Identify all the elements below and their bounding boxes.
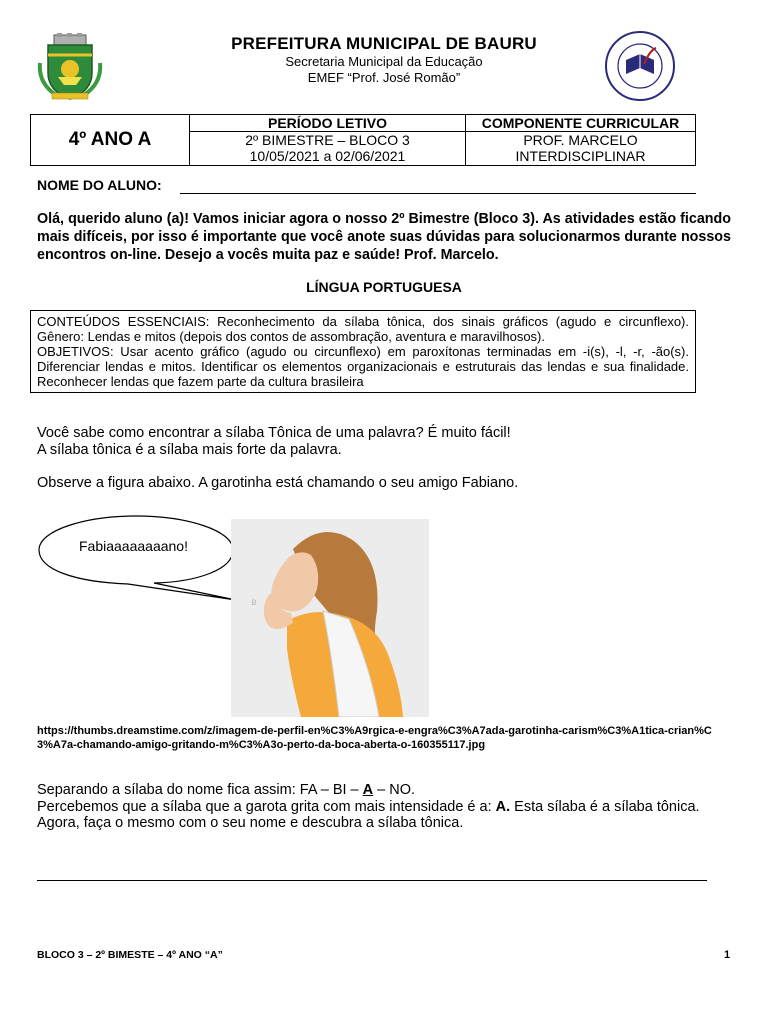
tonic-question-paragraph (37, 425, 511, 459)
component-subject: INTERDISCIPLINAR (515, 148, 646, 164)
girl-shouting-photo (231, 519, 429, 717)
class-name: 4º ANO A (31, 115, 190, 165)
school-name: EMEF “Prof. José Romão” (307, 70, 461, 85)
section-title: LÍNGUA PORTUGUESA (306, 279, 462, 295)
component-teacher: PROF. MARCELO (523, 132, 638, 148)
speech-bubble (36, 512, 236, 602)
school-seal (604, 30, 676, 102)
perceive-suffix: Esta sílaba é a sílaba tônica. (510, 798, 700, 815)
student-name-field[interactable] (180, 193, 696, 194)
answer-line[interactable] (37, 880, 707, 881)
svg-text:ʙ: ʙ (251, 597, 257, 608)
period-bimester: 2º BIMESTRE – BLOCO 3 (245, 132, 410, 148)
page-number: 1 (724, 949, 731, 961)
period-header: PERÍODO LETIVO (190, 115, 466, 132)
speech-bubble-text: Fabiaaaaaaaano! (79, 538, 188, 554)
student-name-label: NOME DO ALUNO: (37, 177, 162, 193)
syllables-line (37, 782, 731, 799)
perceive-prefix: Percebemos que a sílaba que a garota grita com mais intensidade é a: (37, 798, 496, 815)
observe-paragraph: Observe a figura abaixo. A garotinha está chamando o seu amigo Fabiano. (37, 475, 519, 491)
education-department: Secretaria Municipal da Educação (285, 54, 483, 69)
perceive-line (37, 799, 731, 816)
syllables-suffix: – NO. (373, 782, 416, 798)
essential-contents-text: CONTEÚDOS ESSENCIAIS: Reconhecimento da sílaba tônica, dos sinais gráficos (agudo e circunflexo). Gênero: Lendas e mitos (depois dos contos de assombração, aventura e maravilhosos). (37, 314, 689, 344)
essential-contents-box (30, 310, 696, 393)
period-dates: 10/05/2021 a 02/06/2021 (249, 148, 406, 164)
question-line: Você sabe como encontrar a sílaba Tônica de uma palavra? É muito fácil! (37, 425, 511, 441)
footer-label: BLOCO 3 – 2º BIMESTE – 4º ANO “A” (37, 949, 223, 961)
objectives-text: OBJETIVOS: Usar acento gráfico (agudo ou circunflexo) em paroxítonas terminadas em -i(s), -l, -r, -ão(s). Diferenciar lendas e mitos. Identificar os elementos organizacionais e estruturais das lendas e sua finalidade. Reconhecer lendas que fazem parte da cultura brasileira (37, 344, 689, 389)
definition-line: A sílaba tônica é a sílaba mais forte da palavra. (37, 442, 342, 458)
explanation-paragraph (37, 782, 731, 832)
component-header: COMPONENTE CURRICULAR (466, 115, 695, 132)
intro-paragraph: Olá, querido aluno (a)! Vamos iniciar agora o nosso 2º Bimestre (Bloco 3). As atividades estão ficando mais difíceis, por isso é importante que você anote suas dúvidas para solucionarmos durante nossos encontros on-line. Desejo a vocês muita paz e saúde! Prof. Marcelo. (37, 211, 731, 263)
image-source-url[interactable]: https://thumbs.dreamstime.com/z/imagem-de-perfil-en%C3%A9rgica-e-engra%C3%A7ada-garotinha-carism%C3%A1tica-crian%C3%A7a-chamando-amigo-gritando-m%C3%A3o-perto-da-boca-aberta-o-160355117.jpg (37, 725, 712, 751)
city-hall-title: PREFEITURA MUNICIPAL DE BAURU (231, 34, 537, 53)
class-info-table (30, 114, 696, 166)
syllables-prefix: Separando a sílaba do nome fica assim: FA – BI – (37, 782, 363, 798)
tonic-syllable: A (362, 782, 374, 798)
component-cell (466, 132, 695, 165)
instruction-line: Agora, faça o mesmo com o seu nome e descubra a sílaba tônica. (37, 815, 464, 831)
perceive-answer: A. (495, 798, 511, 815)
period-cell (190, 132, 466, 165)
